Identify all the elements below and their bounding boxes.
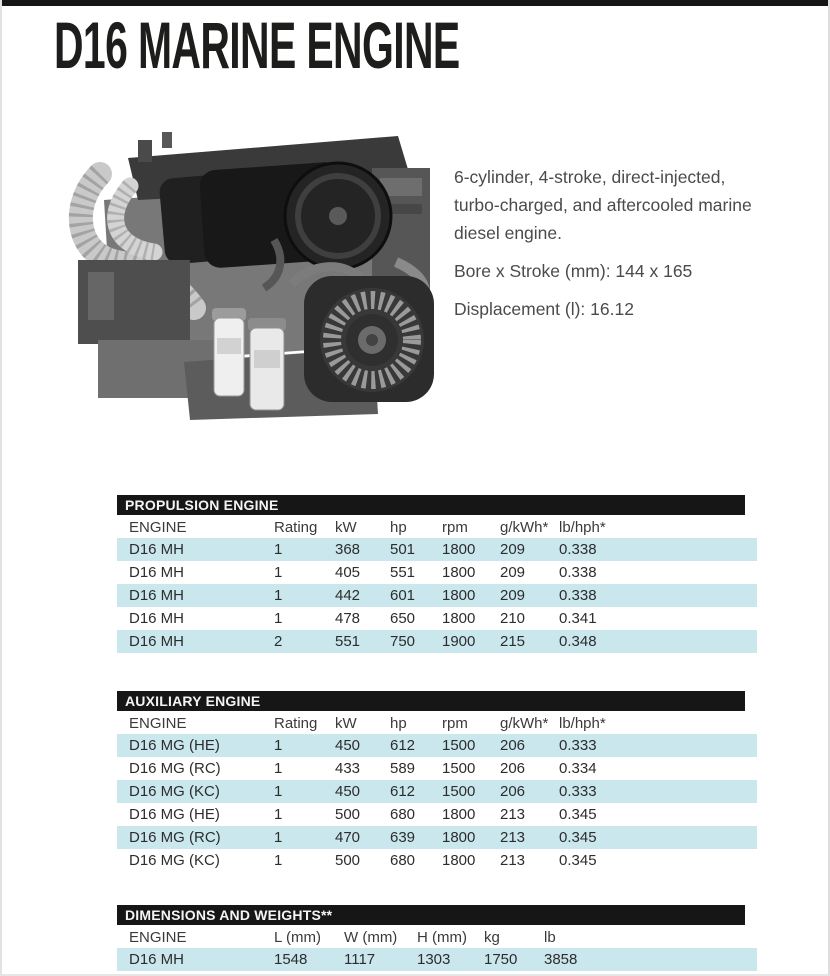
table-cell: 551: [335, 630, 390, 653]
engine-description: 6-cylinder, 4-stroke, direct-injected, turbo-charged, and aftercooled marine diesel engine.: [454, 167, 752, 243]
table-cell: 500: [335, 806, 361, 823]
table-cell: 209: [500, 584, 559, 607]
dimensions-weights-section: [117, 905, 745, 971]
table-cell: 1303: [417, 948, 484, 971]
table-cell: 0.338: [559, 564, 597, 581]
table-cell: 0.333: [559, 734, 757, 757]
table-cell: 1750: [484, 948, 544, 971]
table-cell: D16 MG (HE): [129, 806, 220, 823]
table-row: [117, 826, 757, 849]
table-cell: 206: [500, 734, 559, 757]
table-row: [117, 607, 757, 630]
table-cell: 0.345: [559, 806, 597, 823]
table-row: [117, 948, 757, 971]
table-cell: D16 MG (RC): [117, 826, 274, 849]
table-cell: 639: [390, 826, 442, 849]
column-header: Rating: [274, 518, 318, 536]
table-cell: 1900: [442, 630, 500, 653]
dimensions-weights-table: [117, 926, 757, 971]
table-cell: D16 MH: [117, 584, 274, 607]
table-cell: 215: [500, 630, 559, 653]
table-cell: 551: [390, 564, 416, 581]
table-cell: 589: [390, 760, 416, 777]
table-cell: 1800: [442, 806, 476, 823]
table-cell: 612: [390, 734, 442, 757]
section-title-propulsion: PROPULSION ENGINE: [117, 495, 745, 515]
column-header: rpm: [442, 518, 468, 536]
auxiliary-engine-table: [117, 712, 757, 872]
section-title-dimensions: DIMENSIONS AND WEIGHTS**: [117, 905, 745, 925]
table-cell: 1: [274, 564, 283, 581]
table-cell: 1: [274, 760, 283, 777]
propulsion-engine-table: [117, 516, 757, 653]
intro-text-block: [454, 163, 764, 323]
table-cell: 433: [335, 760, 361, 777]
column-header: ENGINE: [129, 928, 187, 946]
column-header: hp: [390, 714, 407, 732]
table-cell: 1800: [442, 852, 476, 869]
column-header: lb/hph*: [559, 714, 606, 732]
column-header: kW: [335, 714, 357, 732]
column-header: g/kWh*: [500, 518, 549, 536]
table-cell: 209: [500, 538, 559, 561]
table-cell: 210: [500, 610, 526, 627]
table-cell: 368: [335, 538, 390, 561]
column-header: lb: [544, 928, 556, 946]
table-cell: 601: [390, 584, 442, 607]
table-cell: D16 MG (KC): [129, 852, 220, 869]
table-cell: 1: [274, 806, 283, 823]
table-cell: 213: [500, 852, 526, 869]
table-cell: D16 MG (HE): [117, 734, 274, 757]
column-header: L (mm): [274, 928, 321, 946]
column-header: kg: [484, 928, 500, 946]
column-header: Rating: [274, 714, 318, 732]
table-cell: 209: [500, 564, 526, 581]
table-cell: D16 MH: [117, 630, 274, 653]
table-cell: 680: [390, 806, 416, 823]
page-title: D16 MARINE ENGINE: [54, 8, 460, 82]
table-cell: 650: [390, 610, 416, 627]
table-cell: 500: [335, 852, 361, 869]
table-cell: 1800: [442, 610, 476, 627]
table-cell: D16 MH: [117, 948, 274, 971]
auxiliary-engine-section: [117, 691, 745, 872]
table-cell: 1548: [274, 948, 344, 971]
table-cell: 0.338: [559, 538, 757, 561]
table-cell: 206: [500, 760, 526, 777]
displacement-line: Displacement (l): 16.12: [454, 299, 634, 319]
page-top-edge-bar: [2, 0, 830, 6]
table-cell: 0.341: [559, 610, 597, 627]
table-cell: 1: [274, 734, 335, 757]
column-header: ENGINE: [129, 714, 187, 732]
table-cell: 450: [335, 734, 390, 757]
table-cell: D16 MH: [117, 538, 274, 561]
table-cell: 750: [390, 630, 442, 653]
column-header: W (mm): [344, 928, 398, 946]
table-cell: 442: [335, 584, 390, 607]
table-row: [117, 780, 757, 803]
table-cell: 1: [274, 852, 283, 869]
table-cell: 2: [274, 630, 335, 653]
table-cell: 0.345: [559, 852, 597, 869]
table-cell: 1800: [442, 538, 500, 561]
table-cell: 3858: [544, 948, 757, 971]
table-cell: 478: [335, 610, 361, 627]
table-row: [117, 538, 757, 561]
table-cell: 0.348: [559, 630, 757, 653]
engine-photo: [42, 112, 440, 438]
propulsion-engine-section: [117, 495, 745, 653]
table-cell: 1117: [344, 948, 417, 971]
column-header: H (mm): [417, 928, 467, 946]
table-row: [117, 803, 757, 826]
table-cell: 1: [274, 610, 283, 627]
column-header: g/kWh*: [500, 714, 549, 732]
table-cell: D16 MG (KC): [117, 780, 274, 803]
table-cell: 0.333: [559, 780, 757, 803]
header-row: [117, 926, 757, 948]
table-cell: 1500: [442, 780, 500, 803]
table-row: [117, 630, 757, 653]
table-cell: D16 MH: [129, 610, 185, 627]
table-cell: 213: [500, 826, 559, 849]
table-cell: 1800: [442, 584, 500, 607]
table-row: [117, 757, 757, 780]
column-header: kW: [335, 518, 357, 536]
table-row: [117, 734, 757, 757]
table-cell: D16 MG (RC): [129, 760, 221, 777]
table-cell: 0.334: [559, 760, 597, 777]
marine-diesel-engine-illustration: [42, 112, 440, 438]
table-cell: 1800: [442, 564, 476, 581]
table-cell: 206: [500, 780, 559, 803]
header-row: [117, 712, 757, 734]
column-header: rpm: [442, 714, 468, 732]
header-row: [117, 516, 757, 538]
table-cell: 1800: [442, 826, 500, 849]
table-row: [117, 584, 757, 607]
table-cell: 1500: [442, 760, 476, 777]
table-cell: 470: [335, 826, 390, 849]
table-cell: 1: [274, 538, 335, 561]
table-cell: 1: [274, 584, 335, 607]
table-cell: 0.345: [559, 826, 757, 849]
bore-stroke-line: Bore x Stroke (mm): 144 x 165: [454, 261, 693, 281]
column-header: lb/hph*: [559, 518, 606, 536]
table-cell: 501: [390, 538, 442, 561]
column-header: hp: [390, 518, 407, 536]
table-cell: 1500: [442, 734, 500, 757]
table-cell: 213: [500, 806, 526, 823]
section-title-auxiliary: AUXILIARY ENGINE: [117, 691, 745, 711]
table-cell: 1: [274, 780, 335, 803]
table-cell: 612: [390, 780, 442, 803]
table-cell: 680: [390, 852, 416, 869]
table-row: [117, 561, 757, 584]
table-cell: 450: [335, 780, 390, 803]
table-cell: 0.338: [559, 584, 757, 607]
column-header: ENGINE: [129, 518, 187, 536]
table-row: [117, 849, 757, 872]
table-cell: 1: [274, 826, 335, 849]
table-cell: 405: [335, 564, 361, 581]
table-cell: D16 MH: [129, 564, 185, 581]
